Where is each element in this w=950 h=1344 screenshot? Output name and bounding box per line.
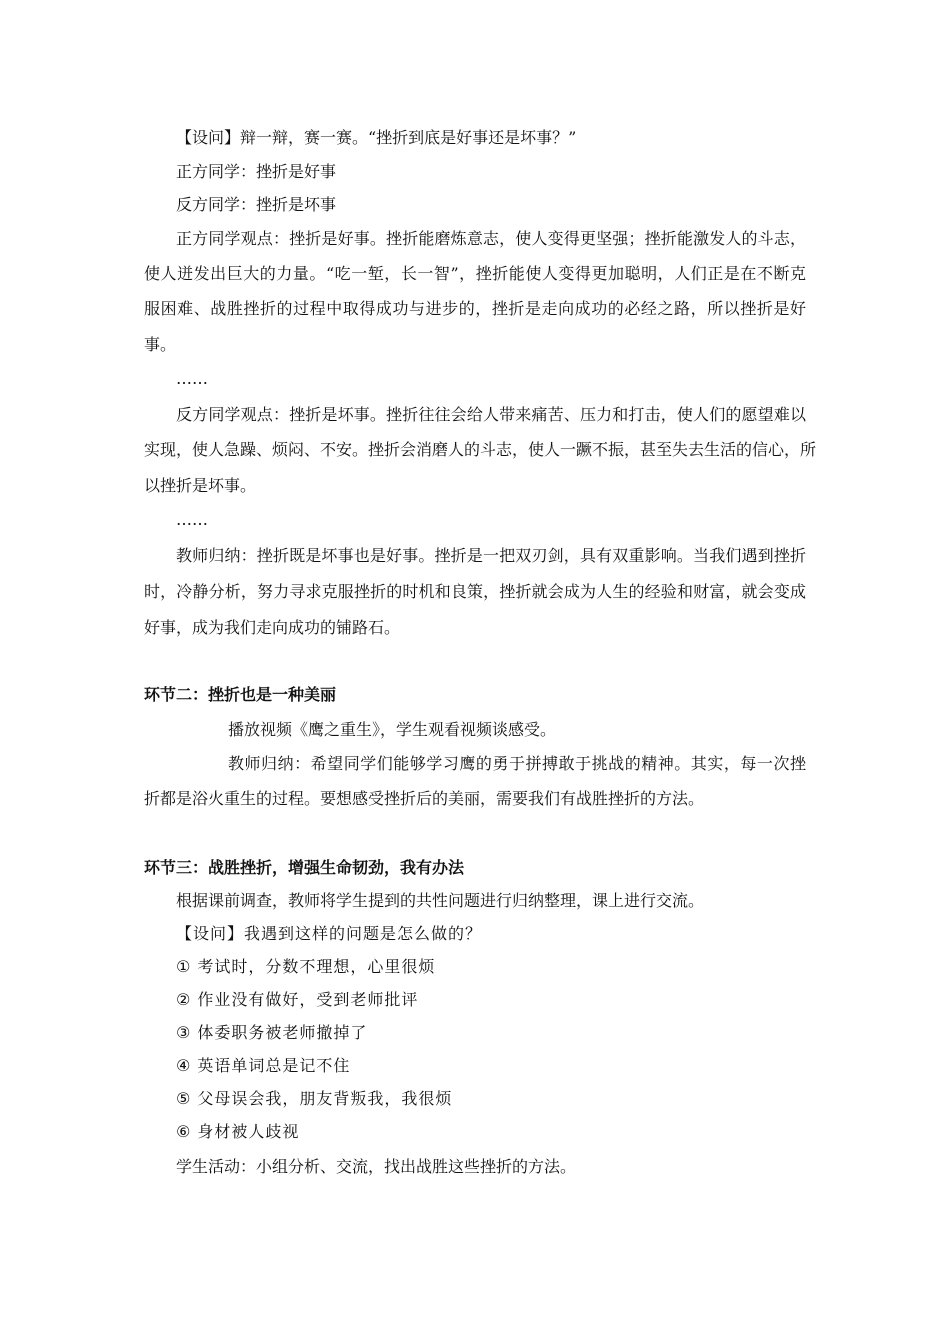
ellipsis: …… — [176, 369, 208, 388]
section3-intro: 根据课前调查，教师将学生提到的共性问题进行归纳整理，课上进行交流。 — [176, 891, 705, 910]
section-heading: 环节三：战胜挫折，增强生命韧劲，我有办法 — [144, 858, 465, 877]
con-side-label: 反方同学：挫折是坏事 — [176, 195, 337, 214]
con-view-line: 以挫折是坏事。 — [144, 476, 257, 495]
con-view-line: 实现，使人急躁、烦闷、不安。挫折会消磨人的斗志，使人一蹶不振，甚至失去生活的信心，所 — [144, 440, 817, 459]
section-heading: 环节二：挫折也是一种美丽 — [144, 685, 337, 704]
pro-view-line: 服困难、战胜挫折的过程中取得成功与进步的，挫折是走向成功的必经之路，所以挫折是好 — [144, 299, 806, 318]
list-item: ⑥ 身材被人歧视 — [176, 1122, 300, 1141]
con-view-line: 反方同学观点：挫折是坏事。挫折往往会给人带来痛苦、压力和打击，使人们的愿望难以 — [176, 405, 806, 424]
section2-summary-line: 教师归纳：希望同学们能够学习鹰的勇于拼搏敢于挑战的精神。其实，每一次挫 — [228, 754, 806, 773]
list-item: ① 考试时，分数不理想，心里很烦 — [176, 957, 436, 976]
debate-question: 【设问】辩一辩，赛一赛。“挫折到底是好事还是坏事？” — [176, 128, 577, 147]
list-item: ⑤ 父母误会我，朋友背叛我，我很烦 — [176, 1089, 453, 1108]
student-activity: 学生活动：小组分析、交流，找出战胜这些挫折的方法。 — [176, 1157, 577, 1176]
teacher-summary-line: 好事，成为我们走向成功的铺路石。 — [144, 618, 401, 637]
ellipsis: …… — [176, 510, 208, 529]
list-item: ④ 英语单词总是记不住 — [176, 1056, 351, 1075]
list-item: ③ 体委职务被老师撤掉了 — [176, 1023, 368, 1042]
teacher-summary-line: 教师归纳：挫折既是坏事也是好事。挫折是一把双刃剑，具有双重影响。当我们遇到挫折 — [176, 546, 806, 565]
pro-view-line: 正方同学观点：挫折是好事。挫折能磨炼意志，使人变得更坚强；挫折能激发人的斗志， — [176, 229, 806, 248]
video-instruction: 播放视频《鹰之重生》，学生观看视频谈感受。 — [228, 720, 557, 739]
pro-side-label: 正方同学：挫折是好事 — [176, 162, 337, 181]
pro-view-line: 使人迸发出巨大的力量。“吃一堑，长一智”，挫折能使人变得更加聪明，人们正是在不断克 — [144, 264, 806, 283]
pro-view-line: 事。 — [144, 335, 177, 354]
list-item: ② 作业没有做好，受到老师批评 — [176, 990, 419, 1009]
section2-summary-line: 折都是浴火重生的过程。要想感受挫折后的美丽，需要我们有战胜挫折的方法。 — [144, 789, 705, 808]
teacher-summary-line: 时，冷静分析，努力寻求克服挫折的时机和良策，挫折就会成为人生的经验和财富，就会变成 — [144, 582, 806, 601]
section3-question: 【设问】我遇到这样的问题是怎么做的？ — [176, 924, 483, 943]
